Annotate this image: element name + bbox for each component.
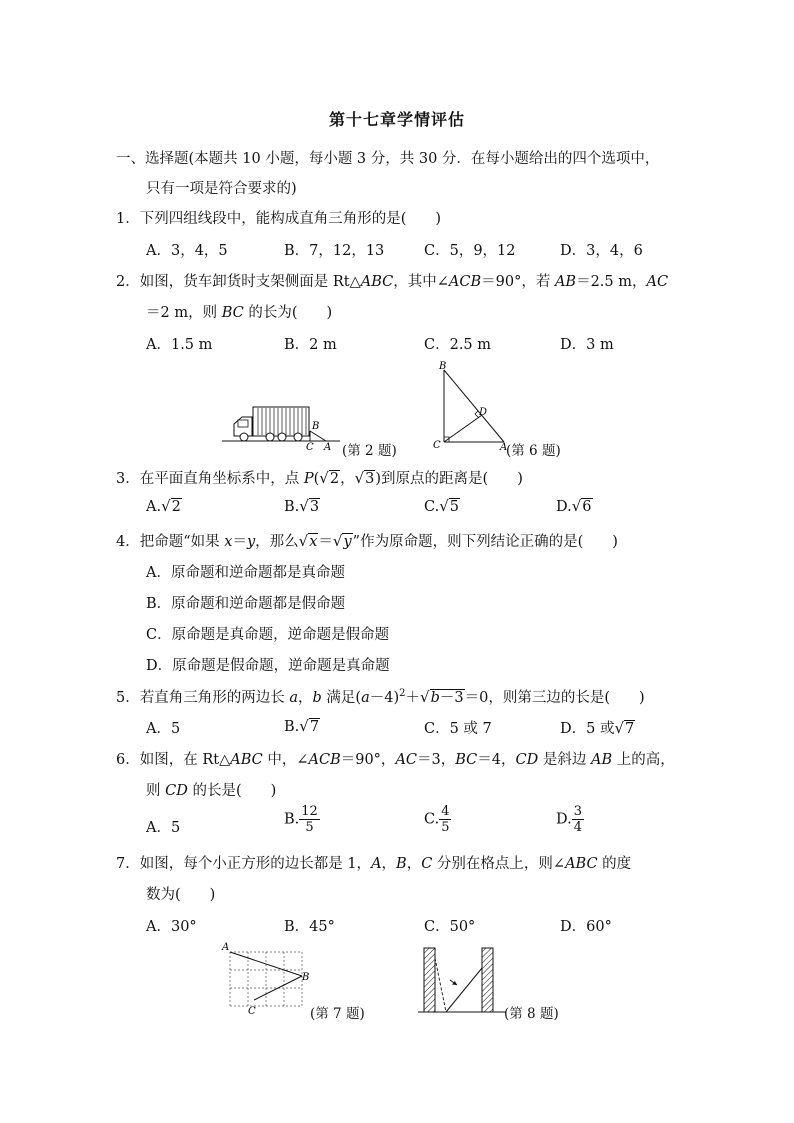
figure-6-label-a: A bbox=[500, 442, 508, 452]
question-2-stem-line2: ＝2 m，则 BC 的长为( ) bbox=[146, 305, 333, 321]
figure-6-caption: (第 6 题) bbox=[506, 443, 561, 459]
question-2-option-a: A．1.5 m bbox=[146, 337, 213, 353]
question-7-option-c: C．50° bbox=[424, 919, 476, 935]
question-3-option-b: B.√3 bbox=[284, 497, 320, 515]
figure-6-label-b: B bbox=[439, 361, 447, 372]
question-3-option-c: C.√5 bbox=[424, 497, 459, 515]
figure-7-grid-diagram bbox=[218, 938, 314, 1018]
section-header-line2: 只有一项是符合要求的) bbox=[146, 181, 297, 197]
question-7-stem-line2: 数为( ) bbox=[146, 887, 216, 903]
question-3-option-a: A.√2 bbox=[146, 497, 181, 515]
question-4-stem: 4．把命题“如果 x＝y，那么√x＝√y”作为原命题，则下列结论正确的是( ) bbox=[116, 532, 618, 550]
figure-7-label-a: A bbox=[222, 942, 230, 953]
page-title: 第十七章学情评估 bbox=[328, 110, 465, 129]
question-1-option-d: D．3，4，6 bbox=[560, 243, 643, 259]
question-7-option-d: D．60° bbox=[560, 919, 612, 935]
question-2-stem-line1: 2．如图，货车卸货时支架侧面是 Rt△ABC，其中∠ACB＝90°，若 AB＝2.5 m，AC bbox=[116, 274, 669, 290]
question-1-option-c: C．5，9，12 bbox=[424, 243, 516, 259]
question-3-option-d: D.√6 bbox=[556, 497, 592, 515]
question-4-option-d: D．原命题是假命题，逆命题是真命题 bbox=[146, 658, 390, 674]
question-5-option-a: A．5 bbox=[146, 721, 181, 737]
figure-2-label-c: C bbox=[306, 442, 314, 452]
question-5-option-c: C．5 或 7 bbox=[424, 721, 492, 737]
figure-2-label-a: A bbox=[324, 442, 332, 452]
question-3-stem: 3．在平面直角坐标系中，点 P(√2，√3)到原点的距离是( ) bbox=[116, 469, 523, 487]
question-5-option-b: B.√7 bbox=[284, 717, 320, 735]
question-6-option-b: B. $\frac{12}{5}$ bbox=[284, 804, 318, 835]
question-7-option-b: B．45° bbox=[284, 919, 335, 935]
question-1-stem: 1．下列四组线段中，能构成直角三角形的是( ) bbox=[116, 211, 442, 227]
question-5-option-d: D．5 或√7 bbox=[560, 719, 635, 737]
question-6-option-d: D. $\frac{3}{4}$ bbox=[556, 804, 582, 835]
question-2-option-c: C．2.5 m bbox=[424, 337, 492, 353]
figure-6-label-c: C bbox=[433, 440, 441, 451]
question-2-option-b: B．2 m bbox=[284, 337, 337, 353]
question-2-option-d: D．3 m bbox=[560, 337, 614, 353]
question-4-option-c: C．原命题是真命题，逆命题是假命题 bbox=[146, 627, 390, 643]
question-7-stem-line1: 7．如图，每个小正方形的边长都是 1，A，B，C 分别在格点上，则∠ABC 的度 bbox=[116, 856, 632, 872]
figure-7-caption: (第 7 题) bbox=[310, 1006, 365, 1022]
question-6-stem-line2: 则 CD 的长是( ) bbox=[146, 783, 277, 799]
question-1-option-a: A．3，4，5 bbox=[146, 243, 228, 259]
figure-6-label-d: D bbox=[479, 407, 488, 418]
question-6-option-c: C. $\frac{4}{5}$ bbox=[424, 804, 450, 835]
question-4-option-b: B．原命题和逆命题都是假命题 bbox=[146, 596, 346, 612]
figure-2-label-b: B bbox=[312, 421, 320, 432]
question-5-stem: 5．若直角三角形的两边长 a，b 满足$(a-4)^2+√b-3=0$，则第三边的长是( ) bbox=[116, 688, 645, 706]
question-6-option-a: A．5 bbox=[146, 820, 181, 836]
figure-2-truck-diagram bbox=[222, 400, 342, 452]
question-7-option-a: A．30° bbox=[146, 919, 197, 935]
figure-8-caption: (第 8 题) bbox=[504, 1006, 559, 1022]
figure-7-label-b: B bbox=[302, 972, 310, 983]
figure-7-label-c: C bbox=[248, 1006, 256, 1017]
section-header-line1: 一、选择题(本题共 10 小题，每小题 3 分，共 30 分．在每小题给出的四个选项中， bbox=[116, 151, 660, 167]
question-6-stem-line1: 6．如图，在 Rt△ABC 中，∠ACB＝90°，AC＝3，BC＝4，CD 是斜边 AB 上的高， bbox=[116, 752, 675, 768]
figure-2-caption: (第 2 题) bbox=[342, 443, 397, 459]
question-1-option-b: B．7，12，13 bbox=[284, 243, 385, 259]
figure-6-triangle-diagram bbox=[430, 358, 510, 452]
question-4-option-a: A．原命题和逆命题都是真命题 bbox=[146, 565, 345, 581]
figure-8-ladder-diagram bbox=[416, 944, 510, 1018]
